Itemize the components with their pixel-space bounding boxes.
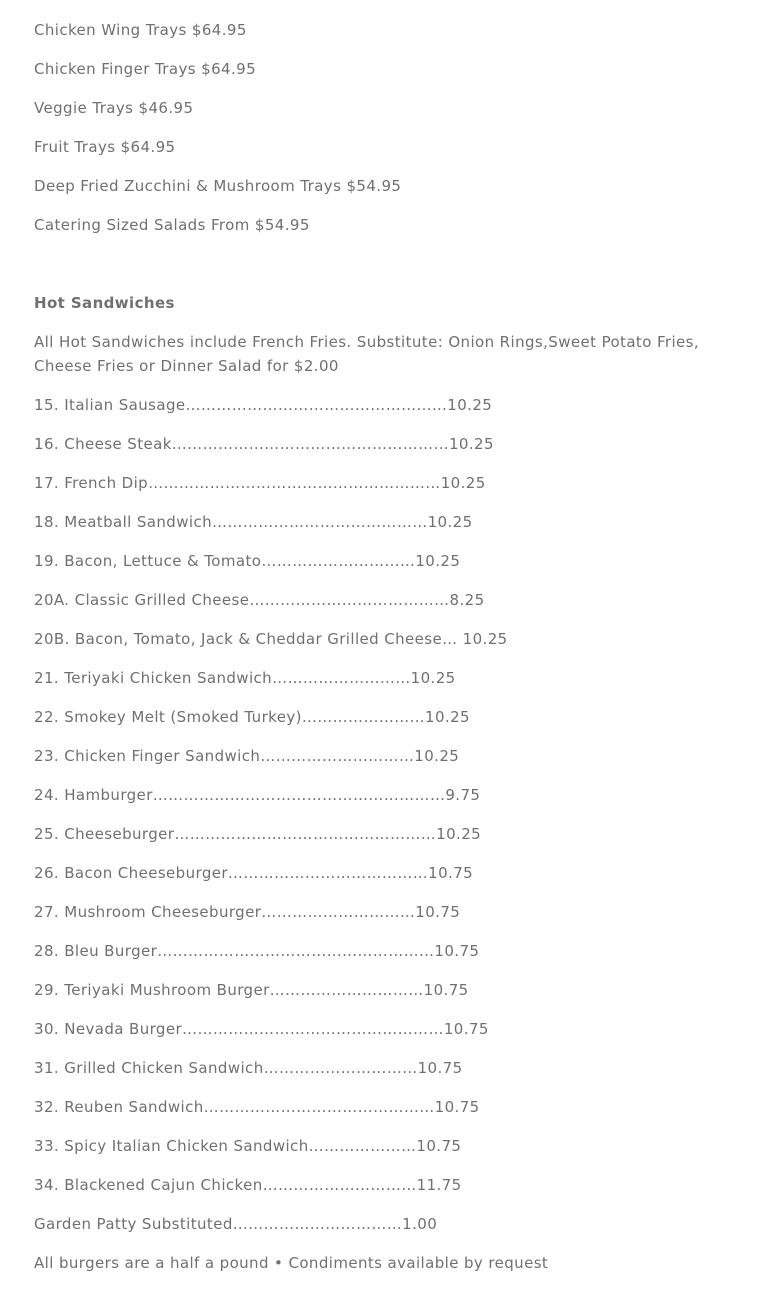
menu-item: 27. Mushroom Cheeseburger…………………………10.75 [34, 903, 461, 921]
menu-item: 16. Cheese Steak………………………………………………10.25 [34, 435, 494, 453]
tray-item: Fruit Trays $64.95 [34, 138, 176, 156]
menu-item: Garden Patty Substituted……………………………1.00 [34, 1215, 438, 1233]
menu-item: 25. Cheeseburger……………………………………………10.25 [34, 825, 482, 843]
tray-item: Veggie Trays $46.95 [34, 99, 194, 117]
menu-item: 34. Blackened Cajun Chicken…………………………11.75 [34, 1176, 462, 1194]
menu-item: 32. Reuben Sandwich………………………………………10.75 [34, 1098, 480, 1116]
menu-item: 21. Teriyaki Chicken Sandwich………………………10.25 [34, 669, 456, 687]
section-note: All Hot Sandwiches include French Fries. Substitute: Onion Rings,Sweet Potato Fries, Cheese Fries or Dinner Salad for $2.00 [34, 333, 700, 375]
section-footer-note: All burgers are a half a pound • Condiments available by request [34, 1254, 549, 1272]
menu-item: 33. Spicy Italian Chicken Sandwich…………………10.75 [34, 1137, 462, 1155]
menu-item: 23. Chicken Finger Sandwich…………………………10.25 [34, 747, 460, 765]
section-heading: Hot Sandwiches [34, 294, 175, 312]
menu-item: 26. Bacon Cheeseburger…………………………………10.75 [34, 864, 474, 882]
tray-item: Deep Fried Zucchini & Mushroom Trays $54.95 [34, 177, 402, 195]
menu-item: 19. Bacon, Lettuce & Tomato…………………………10.25 [34, 552, 461, 570]
menu-item: 24. Hamburger…………………………………………………9.75 [34, 786, 481, 804]
menu-item: 30. Nevada Burger……………………………………………10.75 [34, 1020, 489, 1038]
menu-item: 18. Meatball Sandwich……………………………………10.25 [34, 513, 473, 531]
menu-item: 20B. Bacon, Tomato, Jack & Cheddar Grilled Cheese… 10.25 [34, 630, 508, 648]
menu-item: 22. Smokey Melt (Smoked Turkey)……………………10.25 [34, 708, 470, 726]
menu-item: 29. Teriyaki Mushroom Burger…………………………10.75 [34, 981, 469, 999]
menu-item: 15. Italian Sausage……………………………………………10.25 [34, 396, 493, 414]
tray-item: Catering Sized Salads From $54.95 [34, 216, 310, 234]
tray-item: Chicken Wing Trays $64.95 [34, 21, 247, 39]
menu-item: 17. French Dip…………………………………………………10.25 [34, 474, 486, 492]
menu-item: 28. Bleu Burger………………………………………………10.75 [34, 942, 480, 960]
menu-item: 20A. Classic Grilled Cheese…………………………………8.25 [34, 591, 485, 609]
cropped-heading-remnant [234, 0, 354, 2]
menu-item: 31. Grilled Chicken Sandwich…………………………10.75 [34, 1059, 463, 1077]
tray-item: Chicken Finger Trays $64.95 [34, 60, 257, 78]
